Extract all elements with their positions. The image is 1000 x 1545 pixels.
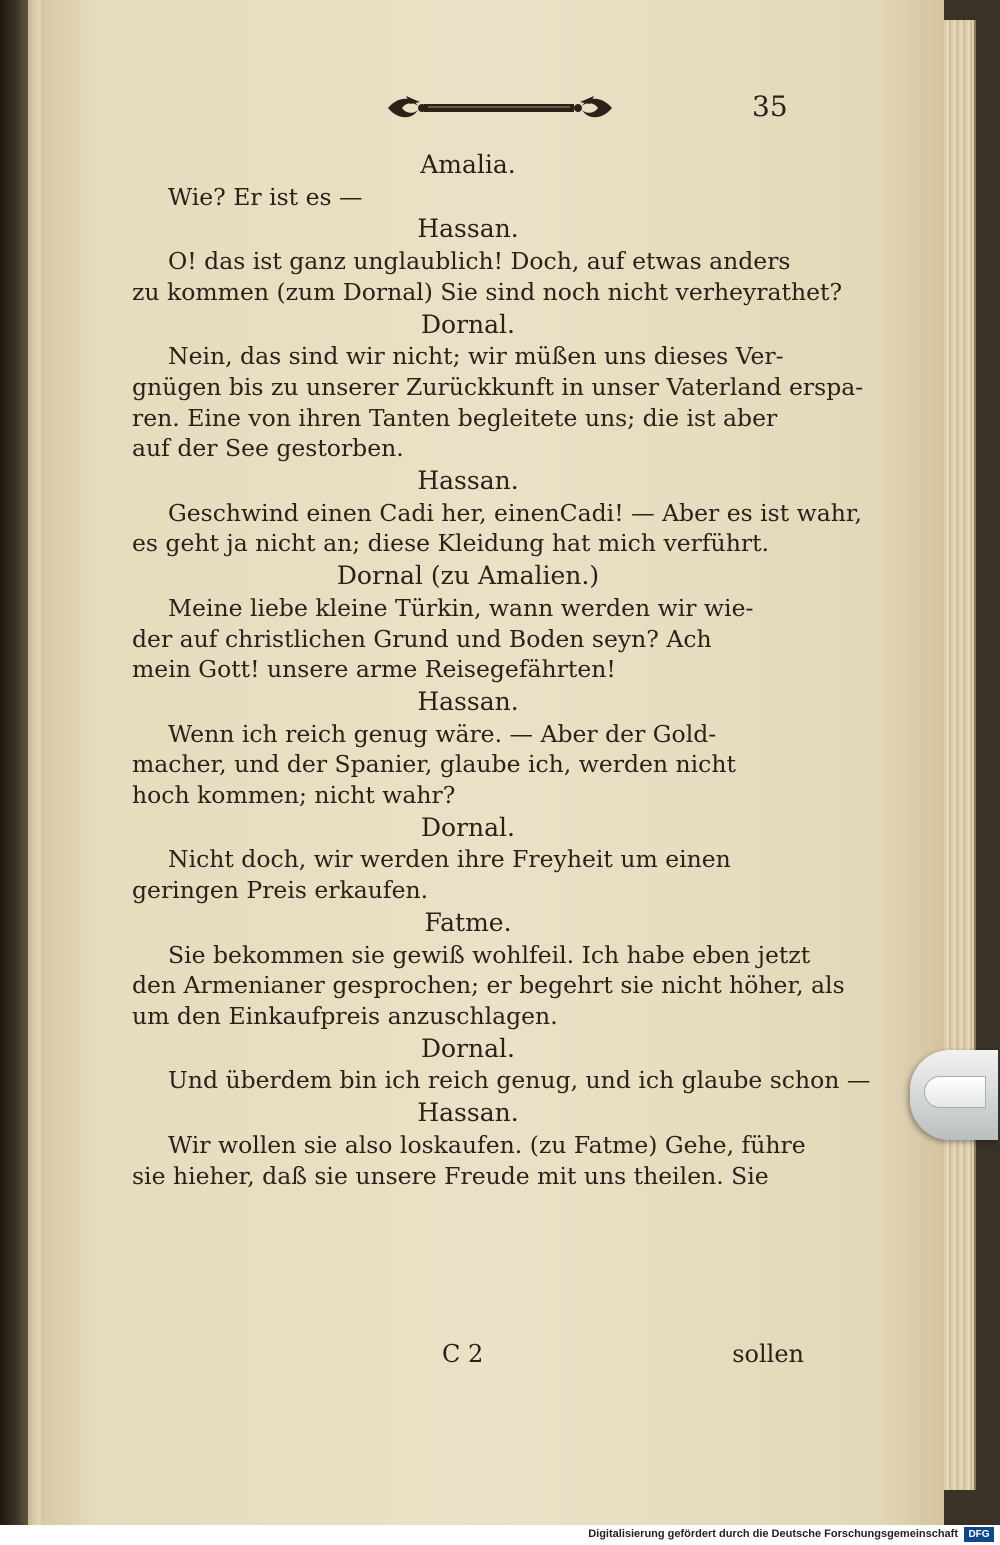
speech-line: Wir wollen sie also loskaufen. (zu Fatme) Gehe, führe [168,1130,806,1159]
speech-line: Und überdem bin ich reich genug, und ich glaube schon — [168,1066,871,1095]
speech-line: auf der See gestorben. [132,434,404,463]
speech [132,844,804,905]
dfg-logo-icon: DFG [964,1527,994,1542]
speech [132,940,845,1032]
speech [132,593,804,685]
speech-line: zu kommen (zum Dornal) Sie sind noch nicht verheyrathet? [132,277,843,306]
speaker-name: Dornal. [421,1033,515,1063]
speech-line: hoch kommen; nicht wahr? [132,781,456,810]
speech-line: den Armenianer gesprochen; er begehrt sie nicht höher, als [132,971,845,1000]
speaker-name: Amalia. [420,150,516,179]
paper-clip-loop [924,1076,986,1108]
speech-line: ren. Eine von ihren Tanten begleitete uns; die ist aber [132,403,778,432]
speaker-name: Hassan. [417,214,519,244]
paper-clip-icon [910,1050,998,1140]
speech [132,246,843,307]
speech-line: sie hieher, daß sie unsere Freude mit uns theilen. Sie [132,1161,769,1190]
speaker-name: Hassan. [417,686,519,716]
signature-mark: C 2 [442,1340,484,1368]
speech-line: Wenn ich reich genug wäre. — Aber der Gold- [168,719,717,748]
speech-line: um den Einkaufpreis anzuschlagen. [132,1001,558,1030]
speech [132,719,804,811]
speech [132,1130,804,1191]
speech-line: Sie bekommen sie gewiß wohlfeil. Ich habe eben jetzt [168,940,811,969]
speech-line: es geht ja nicht an; diese Kleidung hat mich verführt. [132,529,769,558]
speech-line: Meine liebe kleine Türkin, wann werden wir wie- [168,593,754,622]
speech-line: Nicht doch, wir werden ihre Freyheit um einen [168,845,731,874]
play-text [132,148,871,1191]
speech-line: macher, und der Spanier, glaube ich, werden nicht [132,750,736,779]
speaker-name: Hassan. [417,1098,519,1128]
speech [132,498,863,559]
speaker-name: Fatme. [424,907,512,937]
speech-line: geringen Preis erkaufen. [132,876,429,905]
speech [132,182,804,213]
speech-line: der auf christlichen Grund und Boden seyn? Ach [132,624,712,653]
speech-line: Wie? Er ist es — [168,182,363,211]
page-number: 35 [752,90,788,123]
speech-line: Nein, das sind wir nicht; wir müßen uns dieses Ver- [168,342,784,371]
speech-line: O! das ist ganz unglaublich! Doch, auf etwas anders [168,247,791,276]
speaker-name: Dornal. [421,309,515,339]
footer-bar [0,1525,1000,1545]
catchword: sollen [732,1340,804,1368]
page-foot [132,1340,804,1372]
speech [132,341,864,464]
funding-credit: Digitalisierung gefördert durch die Deutsche Forschungsgemeinschaft [588,1528,958,1540]
speaker-name: Hassan. [417,466,519,496]
speaker-name: Dornal. [421,812,515,842]
ornament-icon [384,92,616,124]
speech-line: gnügen bis zu unserer Zurückkunft in unser Vaterland erspa- [132,372,864,401]
speech-line: mein Gott! unsere arme Reisegefährten! [132,655,616,684]
speech [132,1065,871,1096]
speech-line: Geschwind einen Cadi her, einenCadi! — Aber es ist wahr, [168,498,863,527]
speaker-name: Dornal (zu Amalien.) [336,561,600,591]
